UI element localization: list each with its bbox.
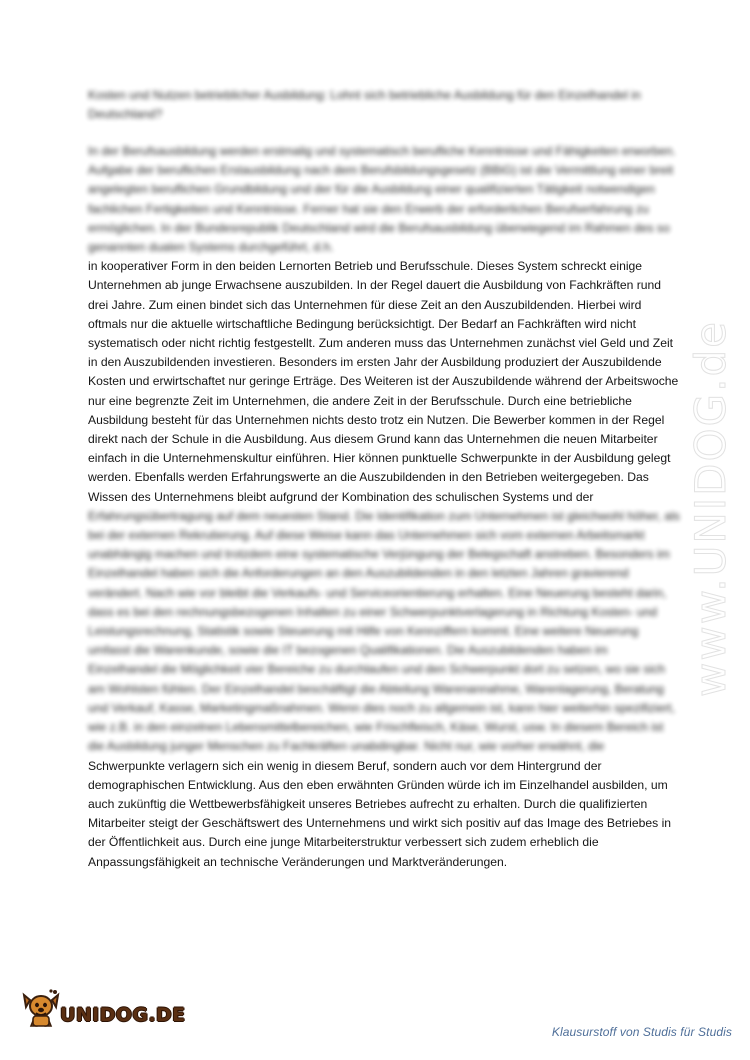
logo-text: UNIDOG.DE (60, 1004, 186, 1026)
document-title: Kosten und Nutzen betrieblicher Ausbildung: Lohnt sich betriebliche Ausbildung für den Einzelhandel in Deutschland? (88, 88, 641, 121)
footer-tagline: Klausurstoff von Studis für Studis (551, 1025, 732, 1039)
paragraph-middle-blurred: Erfahrungsübertragung auf dem neuesten Stand. Die Identifikation zum Unternehmen ist gleichwohl höher, als bei der externen Rekrutierung. Auf diese Weise kann das Unternehmen sich vom externen Arbeitsmarkt unabhängig machen und trotzdem eine systematische Verjüngung der Belegschaft anstreben. Besonders im Einzelhandel haben sich die Anforderungen an den Auszubildenden in den letzten Jahren gravierend verändert. Nach wie vor bleibt die Verkaufs- und Serviceorientierung erhalten. Eine Neuerung besteht darin, dass es bei den rechnungsbezogenen Inhalten zu einer Schwerpunktverlagerung in Richtung Kosten- und Leistungsrechnung, Statistik sowie Steuerung mit Hilfe von Kennziffern kommt. Eine weitere Neuerung umfasst die Warenkunde, sowie die IT bezogenen Qualifikationen. Die Auszubildenden haben im Einzelhandel die Möglichkeit vier Bereiche zu durchlaufen und den Schwerpunkt dort zu setzen, wo sie sich am Wohlsten fühlen. Der Einzelhandel beschäftigt die Abteilung Warenannahme, Warenlagerung, Beratung und Verkauf, Kasse, Marketingmaßnahmen. Wenn dies noch zu allgemein ist, kann hier weiterhin spezifiziert, wie z.B. in den einzelnen Lebensmittelbereichen, wie Frischfleisch, Käse, Wurst, usw. In diesem Bereich ist die Ausbildung junger Menschen zu Fachkräften unabdingbar. Nicht nur, wie vorher erwähnt, die (88, 508, 680, 754)
brand-logo (20, 988, 186, 1038)
watermark-text: www.UNIDOG.de (685, 319, 735, 697)
site-watermark (685, 278, 735, 738)
dog-mascot-icon (20, 988, 62, 1032)
document-content (88, 86, 680, 872)
paragraph-intro-blurred: In der Berufsausbildung werden erstmalig und systematisch berufliche Kenntnisse und Fähigkeiten erworben. Aufgabe der beruflichen Erstausbildung nach dem Berufsbildungsgesetz (BBiG) ist die Vermittlung einer breit angelegten beruflichen Grundbildung und der für die Ausbildung einer qualifizierten Tätigkeit notwendigen fachlichen Fertigkeiten und Kenntnisse. Ferner hat sie den Erwerb der erforderlichen Berufserfahrung zu ermöglichen. In der Bundesrepublik Deutschland wird die Berufsausbildung überwiegend im Rahmen des so genannten dualen Systems durchgeführt, d.h. (88, 144, 676, 255)
paragraph-end-visible: Schwerpunkte verlagern sich ein wenig in diesem Beruf, sondern auch vor dem Hintergrund der demographischen Entwicklung. Aus den eben erwähnten Gründen würde ich im Einzelhandel ausbilden, um auch zukünftig die Wettbewerbsfähigkeit unseres Betriebes aufrecht zu erhalten. Durch die qualifizierten Mitarbeiter steigt der Geschäftswert des Unternehmens und wirkt sich positiv auf das Image des Betriebes in der Öffentlichkeit aus. Durch eine junge Mitarbeiterstruktur verbessert sich zudem erheblich die Anpassungsfähigkeit an technische Veränderungen und Marktveränderungen. (88, 758, 672, 869)
paragraph-main-visible: in kooperativer Form in den beiden Lernorten Betrieb und Berufsschule. Dieses System schreckt einige Unternehmen ab junge Erwachsene auszubilden. In der Regel dauert die Ausbildung von Fachkräften rund drei Jahre. Zum einen bindet sich das Unternehmen für diese Zeit an den Auszubildenden. Hierbei wird oftmals nur die aktuelle wirtschaftliche Bedingung berücksichtigt. Der Bedarf an Fachkräften wird nicht systematisch oder nicht richtig festgestellt. Zum anderen muss das Unternehmen zunächst viel Geld und Zeit in den Auszubildenden investieren. Besonders im ersten Jahr der Ausbildung produziert der Auszubildende Kosten und erwirtschaftet nur geringe Erträge. Des Weiteren ist der Auszubildende während der Arbeitswoche nur eine begrenzte Zeit im Unternehmen, die andere Zeit in der Berufsschule. Durch eine betriebliche Ausbildung besteht für das Unternehmen nichts desto trotz ein Nutzen. Die Bewerber kommen in der Regel direkt nach der Schule in die Ausbildung. Aus diesem Grund kann das Unternehmen die neuen Mitarbeiter einfach in die Unternehmenskultur einführen. Hier können punktuelle Schwerpunkte in der Ausbildung gelegt werden. Ebenfalls werden Erfahrungswerte an die Auszubildenden in den Betrieben weitergegeben. Das Wissen des Unternehmens bleibt aufgrund der Kombination des schulischen Systems und der (88, 259, 679, 504)
